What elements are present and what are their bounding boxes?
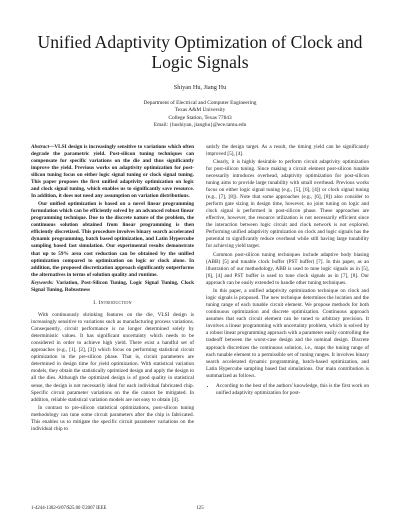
- abstract-text: —VLSI design is increasingly sensitive to variations which often degrade the parametric yield. Post-silicon tuning techniques can compensate for specific variations on the die and thus significantly improve the yield. Previous works on adaptivity optimization for post-silicon tuning focus on either logic signal tuning or clock signal tuning. This paper proposes the first unified adaptivity optimization on logic and clock signal tuning, which enables us to significantly save resource. In addition, it does not need any assumption on variation distributions.: [31, 143, 194, 199]
- copyright-notice: 1-4244-1382-6/07/$25.00 ©2007 IEEE: [31, 506, 107, 511]
- paper-title: [31, 32, 369, 72]
- affiliation-university: Texas A&M University: [174, 107, 226, 114]
- intro-paragraph-2: In contrast to pre-silicon statistical optimizations, post-silicon tuning methodology can tune some circuit parameters after the chip is fabricated. This enables us to mitigate the specific circuit parameter variations on the individual chip to: [31, 404, 194, 432]
- abstract-paragraph: [31, 144, 194, 200]
- title-line-1: Unified Adaptivity Optimization of Clock and: [37, 32, 363, 52]
- abstract-label: Abstract: [31, 143, 50, 150]
- keywords-text: Variation, Post-Silicon Tuning, Logic Signal Tuning, Clock Signal Tuning, Robustness: [31, 279, 194, 293]
- page-footer: [31, 506, 369, 512]
- affiliation-city: College Station, Texas 77843: [168, 114, 232, 121]
- page-number: 125: [196, 506, 204, 511]
- intro-paragraph-1: With continuously shrinking features on the die, VLSI design is increasingly sensitive to variations such as manufacturing process variations. Consequently, circuit performance is no longer determined solely by deterministic values. It has significant uncertainty which needs to be considered in order to achieve high yield. There exist a handful set of approaches (e.g., [1], [2], [3]) which focus on performing statistical circuit optimization in the pre-silicon phase. That is, circuit parameters are determined in design time for yield optimization. With statistical variation models, they obtain the statistically optimized design and apply the design to all the dies. Although the optimized design is of good quality in statistical sense, the design is not necessarily ideal for each individual fabricated chip. Specific circuit parameter variations on the die cannot be mitigated. In addition, reliable statistical variation models are not easy to obtain [4].: [31, 312, 194, 403]
- two-column-body: [31, 144, 369, 435]
- right-paragraph-3: Common post-silicon tuning techniques include adaptive body biasing (ABB) [5] and tunable clock buffer (PST buffer) [7]. In this paper, as an illustration of our methodology, ABB is used to tune logic signals as in [5], [6], [4] and PST buffer is used to tune clock signals as in [7], [8]. Our approach can be easily extended to handle other tuning techniques.: [206, 251, 369, 286]
- contribution-item: • According to the best of the authors' knowledge, this is the first work on unified adaptivity optimization for post-: [216, 383, 369, 397]
- affiliation-block: [31, 100, 369, 130]
- keywords-label: Keywords:: [31, 279, 54, 286]
- right-paragraph-continued: satisfy the design target. As a result, the timing yield can be significantly improved [5], [4].: [206, 143, 369, 157]
- right-paragraph-4: In this paper, a unified adaptivity optimization technique on clock and logic signals is proposed. The new technique determines the location and the tuning range of each tunable circuit element. We propose methods for both continuous optimization and discrete optimization. Continuous approach assumes that each circuit element can be tuned to arbitrary precision. It involves a linear programming with uncertainty problem, which is solved by a robust linear programming approach with a parameter easily controlling the tradeoff between the worst-case design and the nominal design. Discrete approach discretizes the continuous solution, i.e., maps the tuning range of each tunable element to a permissible set of tuning ranges. It involves binary search accelerated dynamic programming, batch-based optimization, and Latin Hypercube sampling based fast simulations. Our main contribution is summarized as follows.: [206, 288, 369, 379]
- right-column: [206, 144, 369, 435]
- contribution-list: [206, 383, 369, 397]
- left-column: [31, 144, 194, 435]
- section-heading-introduction: I. Introduction: [93, 299, 132, 306]
- abstract-paragraph-2: Our unified optimization is based on a novel linear programming formulation which can be efficiently solved by an advanced robust linear programming technique. Due to the discrete nature of the problem, the continuous solution obtained from linear programming is then efficiently discretized. This procedure involves binary search accelerated dynamic programming, batch based optimization, and Latin Hypercube sampling based fast simulation. Our experimental results demonstrate that up to 59% area cost reduction can be obtained by the unified optimization compared to optimization on logic or clock alone. In addition, the proposed discretization approach significantly outperforms the alternatives in terms of solution quality and runtime.: [31, 201, 194, 278]
- keywords-paragraph: [31, 280, 194, 294]
- right-paragraph-2: Clearly, it is highly desirable to perform circuit adaptivity optimization for post-silicon tuning. Since making a circuit element post-silicon tunable necessarily introduces overhead, adaptivity optimization for post-silicon tuning aims to provide large tunability with small overhead. Previous works focus on either logic signal tuning (e.g., [5], [6], [4]) or clock signal tuning (e.g., [7], [8]). Note that some approaches (e.g., [6], [8]) also consider to perform gate sizing in design time, however, no joint tuning on logic and clock signal is performed in post-silicon phase. These approaches are effective, however, the resource utilization is not necessarily efficient since the interaction between logic circuit and clock network is not explored. Performing unified adaptivity optimization on clock and logic signals has the potential to significantly reduce overhead while still having large tunability for achieving yield target.: [206, 158, 369, 250]
- title-line-2: Logic Signals: [151, 52, 249, 72]
- author-list: Shiyan Hu, Jiang Hu: [173, 84, 227, 91]
- affiliation-email: Email: {hushiyan, jianghu}@ece.tamu.edu: [153, 122, 247, 129]
- affiliation-department: Department of Electrical and Computer Engineering: [143, 100, 257, 106]
